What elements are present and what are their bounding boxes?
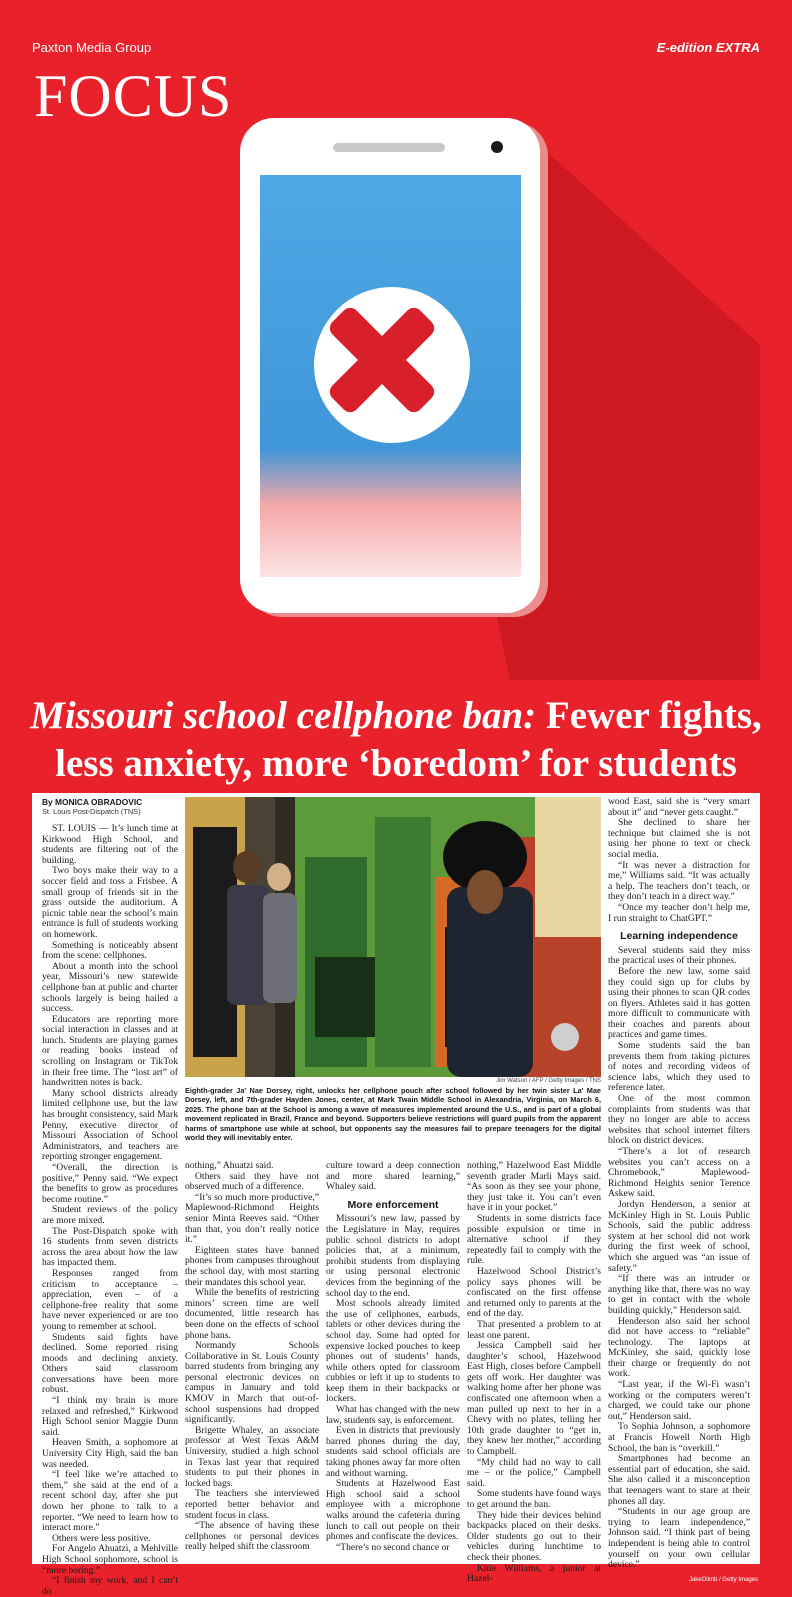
column-4 [467,1161,601,1585]
article-paragraph: “There’s a lot of research websites you can’t access on a Chromebook,” Maplewood-Richmond Heights senior Terence Askew said. [608,1146,750,1200]
article-paragraph: “There’s no second chance or [336,1541,450,1553]
article-paragraph: “I think my brain is more relaxed and refreshed,” Kirkwood High School senior Maggie Dunn said. [42,1395,178,1438]
article-paragraph: “It was never a distraction for me,” Williams said. “It was actually a help. The teachers don’t teach, or they don’t teach in a direct way.” [608,859,750,903]
article-paragraph: For Angelo Ahuatzi, a Mehlville High School sophomore, school is “more boring.” [42,1543,178,1576]
article-paragraph: “It’s so much more productive,” Maplewood-Richmond Heights senior Minta Reeves said. “Other than that, you don’t really notice it.” [185,1191,319,1246]
article-paragraph: One of the most common complaints from students was that they no longer are able to access websites that school internet filters block on district devices. [608,1093,750,1147]
article-paragraph: About a month into the school year, Missouri’s new statewide cellphone ban at public and charter schools largely is being hailed a success. [42,960,178,1015]
column-3 [326,1161,460,1553]
article-paragraph: Brigette Whaley, an associate professor at West Texas A&M University, studied a high school in Texas last year that required students to put their phones in locked bags. [185,1424,319,1489]
column-2 [185,1161,319,1553]
article-paragraph: “Students in our age group are trying to learn independence,” Johnson said. “I think part of being independent is being able to control yourself on your own cellular device.” [608,1506,750,1571]
subhead-more-enforcement: More enforcement [347,1198,439,1211]
article-paragraph: Even in districts that previously barred phones during the day, students said school officials are taking phones away far more often and without warning. [326,1425,460,1479]
photo-credit: Jim Watson / AFP / Getty Images / TNS [496,1078,601,1084]
article-paragraph: “My child had no way to call me – or the police,” Campbell said. [467,1456,601,1489]
article-paragraph: Students said fights have declined. Some reported rising moods and declining anxiety. Others said classroom conversations have been more robust. [42,1331,178,1396]
article-paragraph: Jessica Campbell said her daughter’s school, Hazelwood East High, closes before Campbell gets off work. Her daughter was walking home after her phone was confiscated one afternoon when a man pulled up next to her in a Chevy with no plates, telling her 10th grade daughter to “get in, they knew her mother,” according to Campbell. [467,1340,601,1458]
article-paragraph: Students in some districts face possible expulsion or time in alternative school if they repeatedly fail to comply with the rule. [467,1212,601,1267]
illustration-credit: JakeOlimb / Getty Images [688,1577,758,1583]
article-paragraph: Normandy Schools Collaborative in St. Louis County barred students from bringing any personal electronic devices on campus in January and told KMOV in March that out-of-school suspensions had dropped significantly. [185,1340,319,1426]
article-paragraph: “Overall, the direction is positive,” Penny said. “We expect the benefits to grow as procedures become routine.” [42,1162,178,1205]
article-paragraph: “I feel like we’re attached to them,” she said at the end of a recent school day, after she put down her phone to talk to a reporter. “We need to learn how to interact more.” [42,1469,178,1534]
byline-author: By MONICA OBRADOVIC [42,797,143,807]
article-paragraph: Others were less positive. [52,1532,151,1544]
article-paragraph: Something is noticeably absent from the scene: cellphones. [42,939,178,962]
article-paragraph: Henderson also said her school did not have access to “reliable” technology. The laptops at McKinley, she said, quickly lose their charge or frequently do not work. [608,1315,750,1380]
article-paragraph: “I finish my work, and I can’t do [42,1575,178,1597]
article-paragraph: Educators are reporting more social interaction in classes and at lunch. Students are playing games or reading books instead of scrolling on Instagram or TikTok in their free time. The “lost art” of handwritten notes is back. [42,1013,178,1089]
article-paragraph: Missouri’s new law, passed by the Legislature in May, requires public school districts to adopt policies that, at a minimum, prohibit students from displaying or using personal electronic devices from the beginning of the school day to the end. [326,1213,460,1299]
article-paragraph: She declined to share her technique but claimed she is not using her phone to text or check social media. [608,817,750,860]
article-paragraph: Jordyn Henderson, a senior at McKinley High in St. Louis Public Schools, said the public address system at her school did not work during the first week of school, which she argued was “an issue of safety.” [608,1198,750,1274]
article-paragraph: They hide their devices behind backpacks placed on their desks. Older students go out to their vehicles during lunchtime to check their phones. [467,1509,601,1563]
article-paragraph: Responses ranged from criticism to acceptance – appreciation, even – of a cellphone-free reality that some have never experienced or are too young to remember at school. [42,1267,178,1332]
article-paragraph: Hazelwood School District’s policy says phones will be confiscated on the first offense and returned only to parents at the end of the day. [467,1265,601,1320]
article-paragraph: Before the new law, some said they could sign up for clubs by using their phones to scan QR codes on flyers. Athletes said it has gotten more difficult to communicate with their coaches and parents about practices and game times. [608,965,750,1041]
article-paragraph: Many school districts already limited cellphone use, but the law has brought consistency, said Mark Penny, executive director of Missouri Association of School Administrators, and teachers are reporting stronger engagement. [42,1087,178,1163]
article-paragraph: Others said they have not observed much of a difference. [185,1170,319,1193]
article-paragraph: nothing,” Ahuatzi said. [185,1160,274,1171]
article-paragraph: Heaven Smith, a sophomore at University City High, said the ban was needed. [42,1437,178,1470]
headline-italic: Missouri school cellphone ban: [30,694,537,737]
article-paragraph: “The absence of having these cellphones or personal devices really helped shift the classroom [185,1520,319,1553]
article-paragraph: Students at Hazelwood East High school said a school employee with a microphone walks around the cafeteria during lunch to call out people on their phones and confiscate the devices. [326,1478,460,1543]
article-paragraph: “Once my teacher don’t help me, I run straight to ChatGPT.” [608,901,750,924]
article-paragraph: Two boys make their way to a soccer field and toss a Frisbee. A small group of friends sit in the grass outside the auditorium. A picnic table near the school’s main entrance is full of students working on homework. [42,865,178,940]
article-paragraph: Some students said the ban prevents them from taking pictures of notes and recording videos of science labs, which they used to reference later. [608,1040,750,1094]
article-paragraph: Most schools already limited the use of cellphones, earbuds, tablets or other devices during the school day. Some had opted for expensive locked pouches to keep phones out of students’ hands, while others opted for classroom cubbies or left it up to students to keep them in their backpacks or lockers. [326,1298,460,1405]
headline-line2: less anxiety, more ‘boredom’ for students [55,742,737,785]
article-paragraph: While the benefits of restricting minors’ screen time are well documented, little research has been done on the effects of school phone bans. [185,1287,319,1341]
phone-with-x-icon [0,0,792,680]
subhead-learning-independence: Learning independence [620,930,738,943]
article-paragraph: “If there was an intruder or anything like that, there was no way to get in contact with the whole building quickly,” Henderson said. [608,1273,750,1316]
article-paragraph: The teachers she interviewed reported better behavior and student focus in class. [185,1488,319,1521]
headline [20,692,772,788]
article-paragraph: “Last year, if the Wi-Fi wasn’t working or the computers weren’t charged, we could take our phone out,” Henderson said. [608,1379,750,1422]
news-photo [185,797,601,1077]
masthead-edition: E-edition EXTRA [656,40,760,55]
article-paragraph: ST. LOUIS — It’s lunch time at Kirkwood High School, and students are filtering out of the building. [42,823,178,866]
article-paragraph: Several students said they miss the practical uses of their phones. [608,944,750,967]
article-paragraph: Kitie Williams, a junior at Hazel- [467,1562,601,1585]
article-paragraph: culture toward a deep connection and more shared learning,” Whaley said. [326,1160,460,1193]
article-paragraph: nothing,” Hazelwood East Middle seventh grader Marli Mays said. “As soon as they see your phone, they just take it. You can’t even have it in your pocket.” [467,1160,601,1214]
masthead-publisher: Paxton Media Group [32,40,152,55]
article-paragraph: That presented a problem to at least one parent. [467,1318,601,1341]
column-1 [42,797,178,1597]
article-paragraph: To Sophia Johnson, a sophomore at Francis Howell North High School, the ban is “overkill.” [608,1421,750,1454]
photo-caption: Eighth-grader Ja' Nae Dorsey, right, unlocks her cellphone pouch after school followed by her twin sister La' Mae Dorsey, left, and 7th-grader Hayden Jones, center, at Mark Twain Middle School in Alexandria, Virginia, on March 6, 2025. The phone ban at the School is among a wave of measures implemented around the U.S., and is part of a global movement replicated in Brazil, France and beyond. Supporters believe restrictions will guard pupils from the apparent harms of smartphone use while at school, but opponents say the measures fail to prepare teenagers for the digital world they will inevitably enter. [185,1086,601,1143]
article-paragraph: The Post-Dispatch spoke with 16 students from seven districts across the area about how the law has impacted them. [42,1225,178,1269]
article-paragraph: What has changed with the new law, students say, is enforcement. [326,1404,460,1426]
article-paragraph: Eighteen states have banned phones from campuses throughout the school day, with most starting their mandates this school year. [185,1244,319,1288]
column-5 [608,797,750,1571]
headline-line1: Fewer fights, [536,694,762,737]
article-paragraph: Some students have found ways to get around the ban. [467,1488,601,1510]
article-paragraph: Student reviews of the policy are more mixed. [42,1204,178,1226]
article-paragraph: wood East, said she is “very smart about it” and “never gets caught.” [608,796,750,818]
byline-outlet: St. Louis Post-Dispatch (TNS) [42,807,141,816]
article-paragraph: Smartphones had become an essential part of education, she said. She also called it a misconception that teenagers want to stare at their phones all day. [608,1453,750,1507]
section-title: FOCUS [34,63,233,129]
